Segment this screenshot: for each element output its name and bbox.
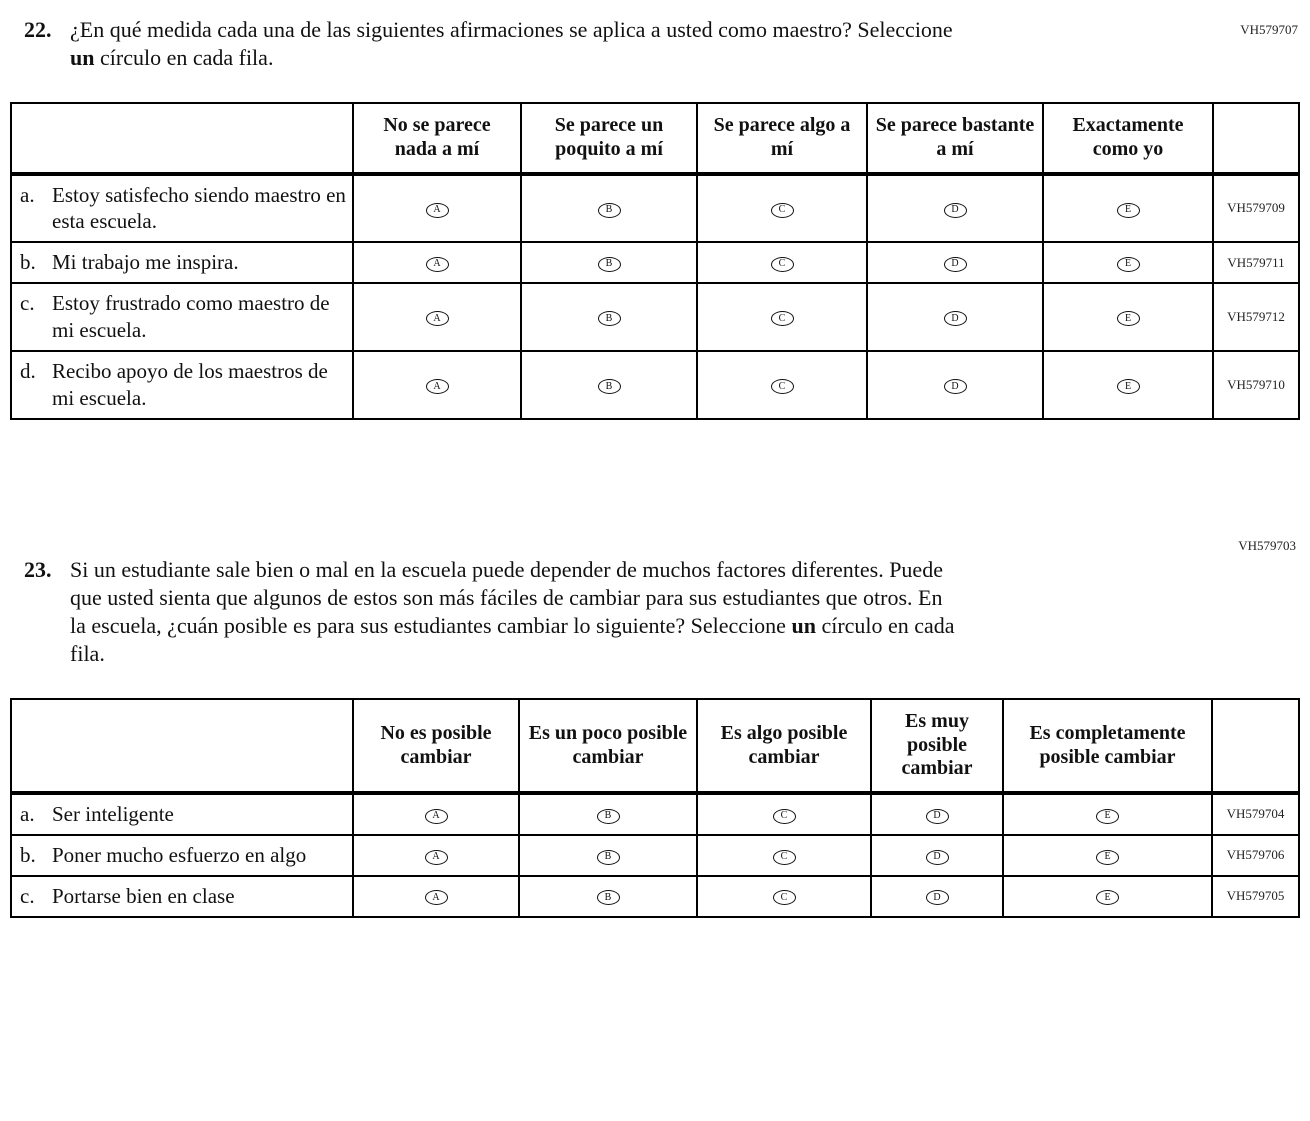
q23-header-row <box>11 699 1299 793</box>
bubble-b[interactable]: B <box>597 890 620 905</box>
row-letter: a. <box>20 802 35 827</box>
bubble-c[interactable]: C <box>771 257 794 272</box>
table-row <box>11 283 1299 351</box>
bubble-c[interactable]: C <box>773 890 796 905</box>
table-row <box>11 174 1299 243</box>
option-cell <box>353 351 521 419</box>
row-statement: Poner mucho esfuerzo en algo <box>52 842 307 867</box>
bubble-c[interactable]: C <box>773 809 796 824</box>
q23-table <box>10 698 1300 917</box>
option-cell <box>697 283 867 351</box>
column-header: Exactamente como yo <box>1043 103 1213 173</box>
option-cell <box>1003 876 1212 917</box>
option-cell <box>1043 283 1213 351</box>
bubble-b[interactable]: B <box>598 257 621 272</box>
empty-header-cell <box>11 103 353 173</box>
bubble-b[interactable]: B <box>598 203 621 218</box>
bubble-a[interactable]: A <box>425 850 448 865</box>
row-letter: c. <box>20 883 35 908</box>
option-cell <box>353 835 519 876</box>
row-letter: b. <box>20 842 36 867</box>
bubble-c[interactable]: C <box>773 850 796 865</box>
option-cell <box>871 876 1003 917</box>
question-22-prompt <box>24 16 1310 72</box>
option-cell <box>353 793 519 835</box>
row-letter: b. <box>20 250 36 275</box>
row-code: VH579709 <box>1213 174 1299 243</box>
option-cell <box>519 876 697 917</box>
column-header: Es muy posible cambiar <box>871 699 1003 793</box>
statement-cell <box>11 876 353 917</box>
option-cell <box>867 242 1043 283</box>
option-cell <box>697 835 871 876</box>
row-statement: Mi trabajo me inspira. <box>52 250 239 275</box>
option-cell <box>353 283 521 351</box>
option-cell <box>353 876 519 917</box>
option-cell <box>867 351 1043 419</box>
option-cell <box>697 876 871 917</box>
question-23-code: VH579703 <box>1238 537 1296 553</box>
option-cell <box>521 174 697 243</box>
statement-cell <box>11 835 353 876</box>
statement-cell <box>11 242 353 283</box>
empty-header-cell <box>1212 699 1299 793</box>
table-row <box>11 876 1299 917</box>
table-row <box>11 351 1299 419</box>
bold-word: un <box>791 612 816 638</box>
q22-header-row <box>11 103 1299 173</box>
option-cell <box>1043 242 1213 283</box>
question-text: ¿En qué medida cada una de las siguientes afirmaciones se aplica a usted como maestro? Seleccione un círculo en cada fila. <box>70 17 953 71</box>
bubble-b[interactable]: B <box>597 850 620 865</box>
bubble-d[interactable]: D <box>926 850 949 865</box>
bubble-c[interactable]: C <box>771 203 794 218</box>
option-cell <box>1043 351 1213 419</box>
option-cell <box>697 174 867 243</box>
bubble-b[interactable]: B <box>598 311 621 326</box>
bubble-e[interactable]: E <box>1117 203 1140 218</box>
option-cell <box>519 793 697 835</box>
bubble-a[interactable]: A <box>426 203 449 218</box>
table-row <box>11 793 1299 835</box>
question-number: 22. <box>24 17 52 42</box>
statement-cell <box>11 793 353 835</box>
table-row <box>11 835 1299 876</box>
bubble-e[interactable]: E <box>1117 379 1140 394</box>
option-cell <box>867 174 1043 243</box>
bubble-d[interactable]: D <box>944 257 967 272</box>
row-code: VH579712 <box>1213 283 1299 351</box>
table-row <box>11 242 1299 283</box>
row-statement: Estoy satisfecho siendo maestro en esta escuela. <box>52 182 346 234</box>
option-cell <box>697 793 871 835</box>
row-letter: a. <box>20 182 35 207</box>
column-header: Se parece bastante a mí <box>867 103 1043 173</box>
bubble-d[interactable]: D <box>926 809 949 824</box>
option-cell <box>353 174 521 243</box>
row-statement: Estoy frustrado como maestro de mi escuela. <box>52 291 330 342</box>
row-code: VH579704 <box>1212 793 1299 835</box>
question-text: Si un estudiante sale bien o mal en la escuela puede depender de muchos factores diferentes. Puede que usted sienta que algunos de estos son más fáciles de cambiar para sus estudiantes que otros. En la escuela, ¿cuán posible es para sus estudiantes cambiar lo siguiente? Seleccione un círculo en cada fila. <box>70 556 955 667</box>
bubble-e[interactable]: E <box>1096 890 1119 905</box>
question-23-section <box>0 538 1310 918</box>
statement-cell <box>11 283 353 351</box>
bubble-e[interactable]: E <box>1117 311 1140 326</box>
option-cell <box>1003 793 1212 835</box>
statement-cell <box>11 174 353 243</box>
row-code: VH579711 <box>1213 242 1299 283</box>
row-letter: c. <box>20 291 35 316</box>
row-code: VH579710 <box>1213 351 1299 419</box>
option-cell <box>867 283 1043 351</box>
bubble-e[interactable]: E <box>1117 257 1140 272</box>
bubble-d[interactable]: D <box>926 890 949 905</box>
question-23-prompt <box>24 556 1310 669</box>
row-statement: Ser inteligente <box>52 802 174 827</box>
option-cell <box>697 351 867 419</box>
option-cell <box>353 242 521 283</box>
empty-header-cell <box>1213 103 1299 173</box>
bubble-c[interactable]: C <box>771 311 794 326</box>
empty-header-cell <box>11 699 353 793</box>
option-cell <box>1003 835 1212 876</box>
option-cell <box>697 242 867 283</box>
option-cell <box>1043 174 1213 243</box>
option-cell <box>871 793 1003 835</box>
column-header: Es completamente posible cambiar <box>1003 699 1212 793</box>
bubble-a[interactable]: A <box>426 311 449 326</box>
option-cell <box>521 242 697 283</box>
column-header: No es posible cambiar <box>353 699 519 793</box>
column-header: Es algo posible cambiar <box>697 699 871 793</box>
column-header: Se parece un poquito a mí <box>521 103 697 173</box>
option-cell <box>519 835 697 876</box>
bubble-a[interactable]: A <box>426 379 449 394</box>
question-22-section <box>0 16 1310 420</box>
bubble-d[interactable]: D <box>944 203 967 218</box>
column-header: Se parece algo a mí <box>697 103 867 173</box>
bubble-d[interactable]: D <box>944 311 967 326</box>
bubble-b[interactable]: B <box>597 809 620 824</box>
bubble-a[interactable]: A <box>425 890 448 905</box>
bubble-a[interactable]: A <box>425 809 448 824</box>
bubble-e[interactable]: E <box>1096 850 1119 865</box>
option-cell <box>871 835 1003 876</box>
q22-table <box>10 102 1300 419</box>
row-statement: Portarse bien en clase <box>52 883 235 908</box>
bubble-e[interactable]: E <box>1096 809 1119 824</box>
bubble-b[interactable]: B <box>598 379 621 394</box>
row-code: VH579706 <box>1212 835 1299 876</box>
bubble-c[interactable]: C <box>771 379 794 394</box>
bubble-a[interactable]: A <box>426 257 449 272</box>
bubble-d[interactable]: D <box>944 379 967 394</box>
row-statement: Recibo apoyo de los maestros de mi escuela. <box>52 358 328 410</box>
bold-word: un <box>70 45 95 71</box>
row-letter: d. <box>20 358 36 383</box>
row-code: VH579705 <box>1212 876 1299 917</box>
question-22-code: VH579707 <box>1240 22 1298 37</box>
question-number: 23. <box>24 556 52 582</box>
column-header: No se parece nada a mí <box>353 103 521 173</box>
column-header: Es un poco posible cambiar <box>519 699 697 793</box>
statement-cell <box>11 351 353 419</box>
option-cell <box>521 283 697 351</box>
option-cell <box>521 351 697 419</box>
